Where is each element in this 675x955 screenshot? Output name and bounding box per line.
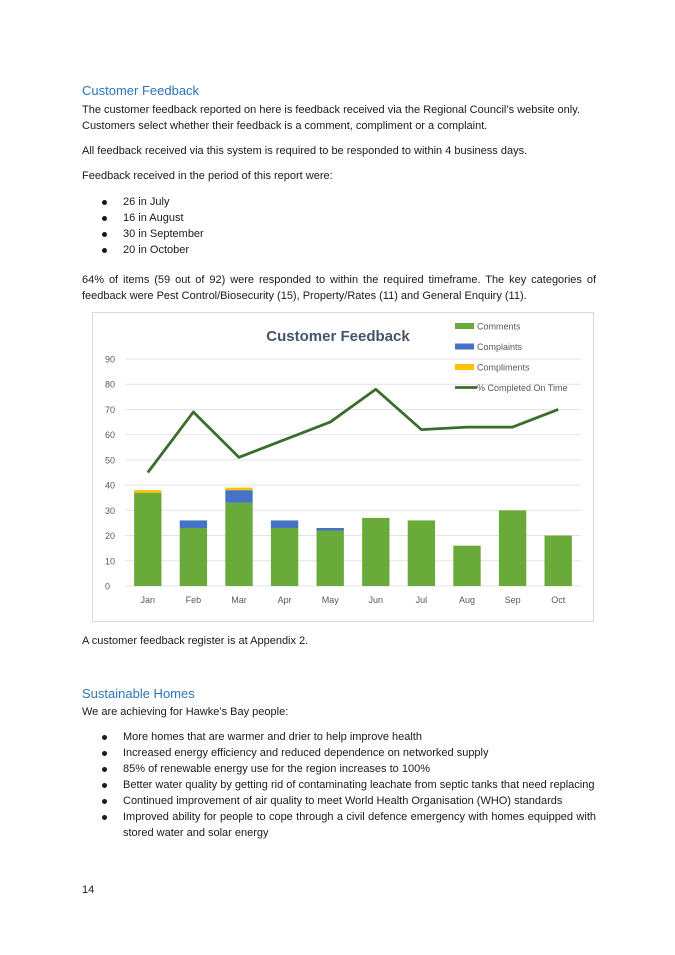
legend-label--completed-on-time: % Completed On Time [477, 383, 568, 393]
x-tick-label: Oct [551, 595, 566, 605]
list-item: Increased energy efficiency and reduced dependence on networked supply [82, 745, 596, 761]
bar-comments-jun [362, 518, 389, 586]
bar-comments-mar [225, 503, 252, 586]
x-tick-label: Sep [504, 595, 521, 605]
bullet-icon [102, 216, 107, 221]
bar-series [134, 488, 572, 586]
chart-legend [455, 322, 568, 394]
bar-complaints-mar [225, 490, 252, 503]
bar-comments-aug [453, 546, 480, 586]
bar-comments-oct [545, 536, 572, 586]
x-tick-label: Jun [368, 595, 384, 605]
bar-compliments-mar [225, 488, 252, 491]
paragraph-register-reference: A customer feedback register is at Appendix 2. [82, 635, 309, 647]
y-tick-label: 30 [105, 505, 116, 516]
list-item: 20 in October [82, 242, 596, 258]
section-heading-customer-feedback: Customer Feedback [82, 83, 200, 98]
paragraph-feedback-received: Feedback received in the period of this report were: [82, 170, 333, 182]
y-tick-label: 70 [105, 404, 116, 415]
list-item: 16 in August [82, 210, 596, 226]
bar-comments-apr [271, 528, 298, 586]
bar-comments-may [317, 531, 344, 586]
feedback-month-list [82, 194, 596, 258]
chart-title: Customer Feedback [266, 328, 410, 345]
paragraph-feedback-intro: The customer feedback reported on here is feedback received via the Regional Council’s website only. Customers select whether their feedback is a comment, compliment or a complaint. [82, 104, 580, 132]
legend-swatch-compliments [455, 364, 474, 370]
legend-label-comments: Comments [477, 321, 521, 332]
list-item: Better water quality by getting rid of contaminating leachate from septic tanks that need replacing [82, 777, 596, 793]
legend-label-complaints: Complaints [477, 342, 523, 352]
y-tick-label: 80 [105, 379, 116, 390]
bar-complaints-may [317, 528, 344, 531]
bar-complaints-apr [271, 520, 298, 528]
y-tick-label: 50 [105, 455, 116, 466]
x-tick-label: Jul [415, 595, 428, 605]
x-tick-label: Feb [185, 595, 202, 605]
page-number: 14 [82, 884, 95, 896]
bar-comments-feb [180, 528, 207, 586]
bullet-icon [102, 783, 107, 788]
bar-comments-sep [499, 510, 526, 586]
y-tick-label: 40 [105, 480, 116, 491]
bullet-icon [102, 767, 107, 772]
bar-comments-jul [408, 520, 435, 586]
bullet-icon [102, 248, 107, 253]
bar-compliments-jan [134, 490, 161, 493]
y-tick-label: 90 [105, 354, 116, 365]
x-tick-label: Jan [140, 595, 156, 605]
bar-complaints-feb [180, 520, 207, 528]
list-item: More homes that are warmer and drier to help improve health [82, 729, 596, 745]
paragraph-response-stats: 64% of items (59 out of 92) were responded to within the required timeframe. The key categories of feedback were Pest Control/Biosecurity (15), Property/Rates (11) and General Enquiry (11). [82, 274, 596, 302]
paragraph-response-requirement: All feedback received via this system is required to be responded to within 4 business days. [82, 145, 528, 157]
y-tick-label: 20 [105, 531, 116, 542]
x-tick-label: May [321, 595, 339, 605]
list-item: 26 in July [82, 194, 596, 210]
bullet-icon [102, 232, 107, 237]
x-tick-label: Aug [458, 595, 476, 605]
bullet-icon [102, 815, 107, 820]
y-tick-label: 10 [105, 556, 116, 567]
legend-label-compliments: Compliments [477, 362, 530, 373]
x-tick-label: Mar [231, 595, 247, 605]
chart-canvas [93, 313, 593, 621]
y-tick-label: 0 [105, 581, 111, 592]
x-tick-label: Apr [277, 595, 292, 605]
bullet-icon [102, 200, 107, 205]
bullet-icon [102, 799, 107, 804]
paragraph-sustainable-intro: We are achieving for Hawke’s Bay people: [82, 706, 289, 718]
bar-comments-jan [134, 493, 161, 586]
legend-swatch-complaints [455, 344, 474, 350]
list-item: Continued improvement of air quality to meet World Health Organisation (WHO) standards [82, 793, 596, 809]
list-item: 85% of renewable energy use for the region increases to 100% [82, 761, 596, 777]
bullet-icon [102, 735, 107, 740]
bullet-icon [102, 751, 107, 756]
sustainable-homes-list [82, 729, 596, 841]
y-tick-label: 60 [105, 430, 116, 441]
list-item: Improved ability for people to cope through a civil defence emergency with homes equipped with stored water and solar energy [82, 809, 596, 841]
legend-swatch-comments [455, 323, 474, 329]
section-heading-sustainable-homes: Sustainable Homes [82, 686, 195, 701]
customer-feedback-chart [92, 312, 594, 622]
list-item: 30 in September [82, 226, 596, 242]
